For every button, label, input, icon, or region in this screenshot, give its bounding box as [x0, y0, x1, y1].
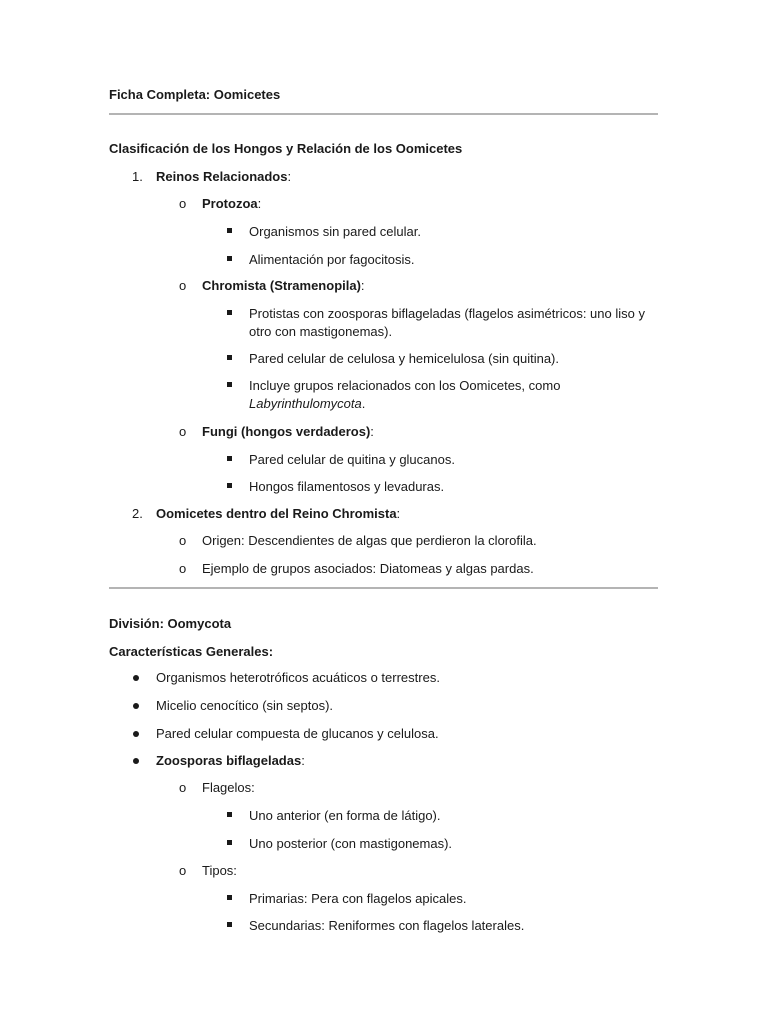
horizontal-rule [109, 587, 658, 589]
list-item: Pared celular compuesta de glucanos y celulosa. [156, 726, 439, 741]
square-bullet [227, 310, 232, 315]
list-item-fungi: Fungi (hongos verdaderos): [202, 424, 374, 439]
circle-marker: o [179, 533, 187, 548]
circle-marker: o [179, 278, 187, 293]
circle-marker: o [179, 196, 187, 211]
list-item-flagelos: Flagelos: [202, 780, 255, 795]
square-bullet [227, 382, 232, 387]
list-item: Ejemplo de grupos asociados: Diatomeas y algas pardas. [202, 561, 534, 576]
circle-marker: o [179, 561, 187, 576]
circle-marker: o [179, 863, 187, 878]
square-bullet [227, 355, 232, 360]
list-item-tipos: Tipos: [202, 863, 237, 878]
circle-marker: o [179, 424, 187, 439]
list-item: Micelio cenocítico (sin septos). [156, 698, 334, 713]
list-item: Origen: Descendientes de algas que perdieron la clorofila. [202, 533, 537, 548]
list-item-chromista: Chromista (Stramenopila): [202, 278, 365, 293]
list-item: Incluye grupos relacionados con los Oomicetes, como [249, 378, 561, 393]
list-item-reinos: Reinos Relacionados: [156, 169, 292, 184]
circle-marker: o [179, 780, 187, 795]
bullet-dot [133, 758, 139, 764]
list-item: Secundarias: Reniformes con flagelos laterales. [249, 918, 525, 933]
list-item-zoosporas: Zoosporas biflageladas: [156, 753, 305, 768]
list-item: Alimentación por fagocitosis. [249, 252, 415, 267]
list-item: Primarias: Pera con flagelos apicales. [249, 891, 467, 906]
list-item-oomicetes-chromista: Oomicetes dentro del Reino Chromista: [156, 506, 401, 521]
square-bullet [227, 922, 232, 927]
square-bullet [227, 840, 232, 845]
section-heading: Clasificación de los Hongos y Relación de los Oomicetes [109, 141, 463, 156]
list-item-continuation: otro con mastigonemas). [249, 324, 393, 339]
list-item: Uno anterior (en forma de látigo). [249, 808, 441, 823]
list-item: Organismos sin pared celular. [249, 224, 421, 239]
list-item-protozoa: Protozoa: [202, 196, 262, 211]
square-bullet [227, 228, 232, 233]
square-bullet [227, 483, 232, 488]
bullet-dot [133, 703, 139, 709]
list-number: 1. [132, 169, 143, 184]
list-item: Organismos heterotróficos acuáticos o terrestres. [156, 670, 440, 685]
division-heading: División: Oomycota [109, 616, 232, 631]
characteristics-heading: Características Generales: [109, 644, 274, 659]
list-number: 2. [132, 506, 143, 521]
list-item: Hongos filamentosos y levaduras. [249, 479, 445, 494]
square-bullet [227, 895, 232, 900]
list-item: Protistas con zoosporas biflageladas (flagelos asimétricos: uno liso y [249, 306, 645, 321]
list-item-continuation: Labyrinthulomycota. [249, 396, 366, 411]
square-bullet [227, 256, 232, 261]
list-item: Pared celular de quitina y glucanos. [249, 452, 455, 467]
list-item: Uno posterior (con mastigonemas). [249, 836, 453, 851]
square-bullet [227, 456, 232, 461]
horizontal-rule [109, 113, 658, 115]
square-bullet [227, 812, 232, 817]
document-title: Ficha Completa: Oomicetes [109, 87, 281, 102]
bullet-dot [133, 731, 139, 737]
list-item: Pared celular de celulosa y hemicelulosa (sin quitina). [249, 351, 559, 366]
bullet-dot [133, 675, 139, 681]
